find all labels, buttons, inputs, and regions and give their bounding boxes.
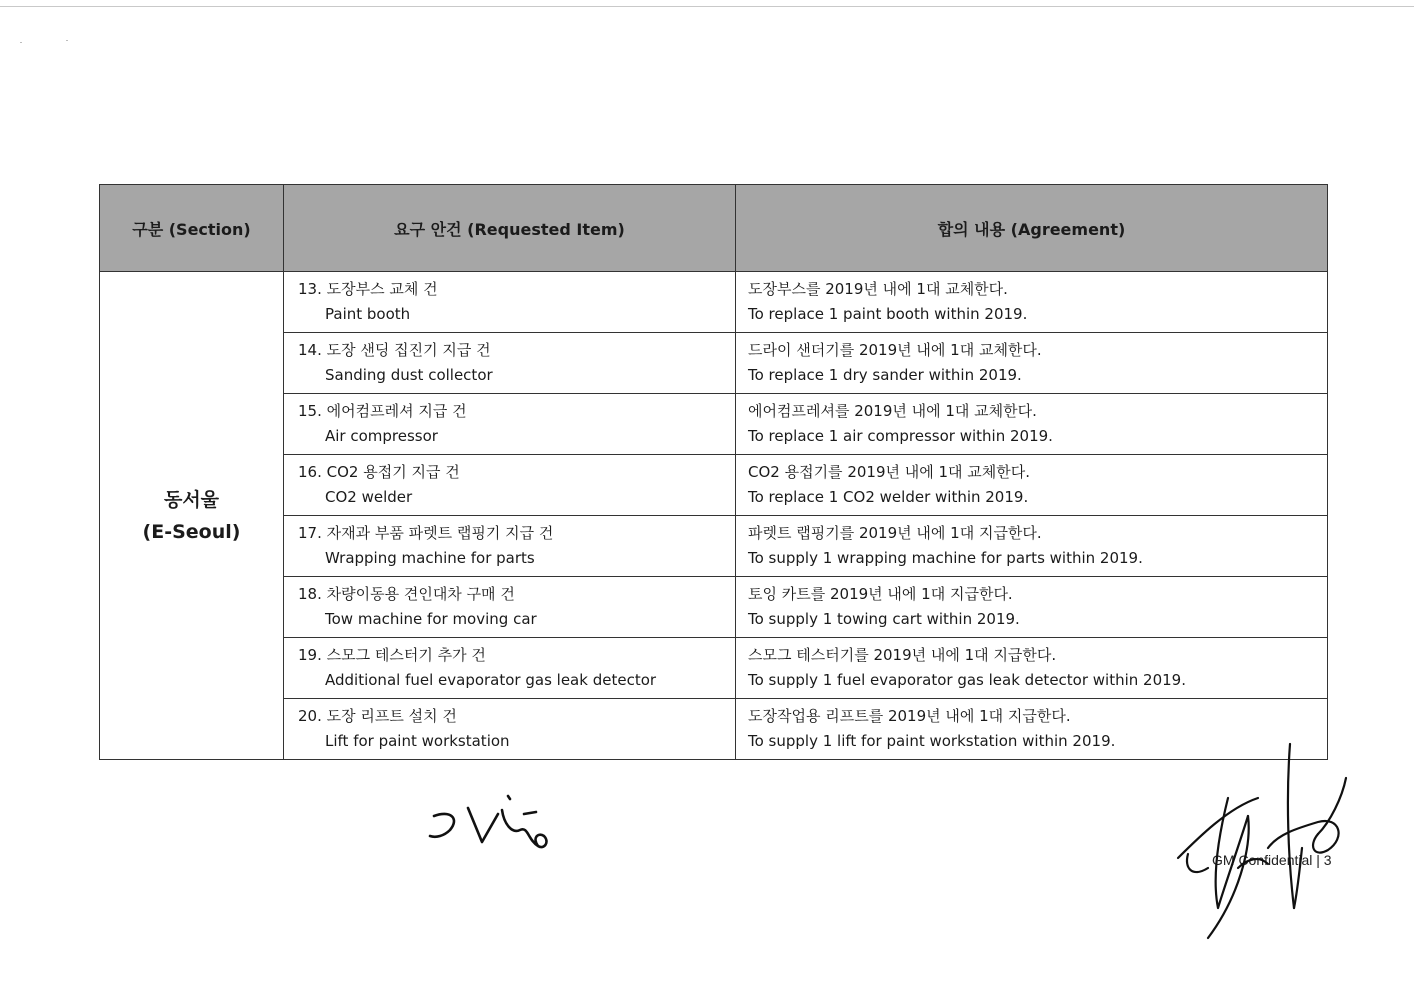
signature-left	[420, 790, 570, 860]
agreement-ko: 도장작업용 리프트를 2019년 내에 1대 지급한다.	[748, 707, 1071, 725]
table-row	[100, 516, 1328, 577]
agreement-ko: 드라이 샌더기를 2019년 내에 1대 교체한다.	[748, 341, 1042, 359]
header-row	[100, 185, 1328, 272]
agreement-en: To replace 1 dry sander within 2019.	[748, 366, 1022, 384]
item-ko: 15. 에어컴프레셔 지급 건	[298, 402, 467, 420]
agreement-ko: CO2 용접기를 2019년 내에 1대 교체한다.	[748, 463, 1031, 481]
agreement-cell	[736, 394, 1328, 455]
header-requested-item: 요구 안건 (Requested Item)	[284, 185, 736, 272]
table-row	[100, 272, 1328, 333]
footer-confidential: GM Confidential | 3	[1212, 852, 1332, 868]
item-en: Air compressor	[325, 427, 438, 445]
table-row	[100, 577, 1328, 638]
agreement-en: To supply 1 towing cart within 2019.	[748, 610, 1020, 628]
table-row	[100, 638, 1328, 699]
requested-item-cell	[284, 272, 736, 333]
agreement-ko: 에어컴프레셔를 2019년 내에 1대 교체한다.	[748, 402, 1037, 420]
agreement-cell	[736, 516, 1328, 577]
agreement-en: To replace 1 CO2 welder within 2019.	[748, 488, 1029, 506]
agreement-cell	[736, 638, 1328, 699]
requested-item-cell	[284, 455, 736, 516]
scan-speck	[66, 40, 68, 41]
requested-item-cell	[284, 333, 736, 394]
item-en: Wrapping machine for parts	[325, 549, 535, 567]
item-ko: 19. 스모그 테스터기 추가 건	[298, 646, 486, 664]
scan-speck	[20, 42, 22, 43]
item-ko: 20. 도장 리프트 설치 건	[298, 707, 457, 725]
agreement-cell	[736, 333, 1328, 394]
item-en: Additional fuel evaporator gas leak detector	[325, 671, 657, 689]
agreement-en: To replace 1 air compressor within 2019.	[748, 427, 1053, 445]
agreement-ko: 스모그 테스터기를 2019년 내에 1대 지급한다.	[748, 646, 1057, 664]
top-rule	[0, 6, 1414, 7]
item-ko: 16. CO2 용접기 지급 건	[298, 463, 460, 481]
signature-right	[1168, 738, 1354, 948]
header-section: 구분 (Section)	[100, 185, 284, 272]
table-row	[100, 699, 1328, 760]
agreement-en: To supply 1 lift for paint workstation within 2019.	[748, 732, 1116, 750]
item-en: Lift for paint workstation	[325, 732, 510, 750]
section-name-en: (E-Seoul)	[142, 520, 241, 543]
agreement-cell	[736, 272, 1328, 333]
item-ko: 14. 도장 샌딩 집진기 지급 건	[298, 341, 491, 359]
agreement-en: To supply 1 fuel evaporator gas leak detector within 2019.	[748, 671, 1186, 689]
item-en: Paint booth	[325, 305, 411, 323]
item-en: CO2 welder	[325, 488, 413, 506]
agreement-cell	[736, 455, 1328, 516]
item-ko: 13. 도장부스 교체 건	[298, 280, 438, 298]
section-cell	[100, 272, 284, 760]
item-ko: 18. 차량이동용 견인대차 구매 건	[298, 585, 515, 603]
item-en: Tow machine for moving car	[325, 610, 537, 628]
header-agreement: 합의 내용 (Agreement)	[736, 185, 1328, 272]
agreement-ko: 토잉 카트를 2019년 내에 1대 지급한다.	[748, 585, 1013, 603]
table-row	[100, 394, 1328, 455]
table-row	[100, 333, 1328, 394]
agreement-ko: 파렛트 랩핑기를 2019년 내에 1대 지급한다.	[748, 524, 1042, 542]
agreement-table	[99, 184, 1328, 760]
item-en: Sanding dust collector	[325, 366, 493, 384]
requested-item-cell	[284, 516, 736, 577]
agreement-en: To supply 1 wrapping machine for parts within 2019.	[748, 549, 1143, 567]
requested-item-cell	[284, 577, 736, 638]
item-ko: 17. 자재과 부품 파렛트 랩핑기 지급 건	[298, 524, 554, 542]
requested-item-cell	[284, 394, 736, 455]
requested-item-cell	[284, 699, 736, 760]
requested-item-cell	[284, 638, 736, 699]
agreement-en: To replace 1 paint booth within 2019.	[748, 305, 1028, 323]
table-row	[100, 455, 1328, 516]
agreement-ko: 도장부스를 2019년 내에 1대 교체한다.	[748, 280, 1008, 298]
section-name-ko: 동서울	[163, 488, 220, 511]
agreement-cell	[736, 577, 1328, 638]
